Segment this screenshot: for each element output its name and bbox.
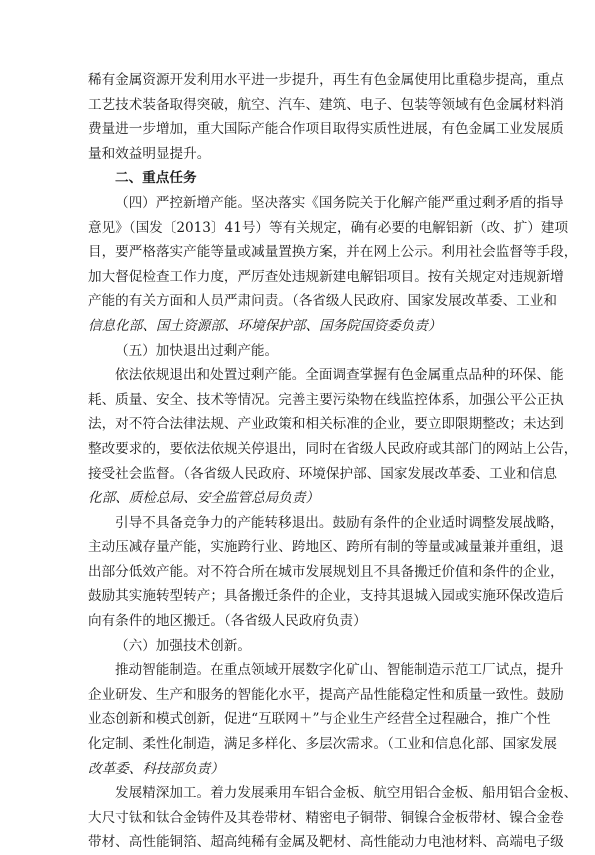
text-line: 费量进一步增加，重大国际产能合作项目取得实质性进展，有色金属工业发展质 — [88, 121, 564, 138]
text-line: 法，对不符合法律法规、产业政策和相关标准的企业，要立即限期整改；未达到 — [88, 416, 564, 433]
text-line: 意见》（国发〔2013〕41号）等有关规定，确有必要的电解铝新（改、扩）建项 — [88, 219, 569, 236]
text-line: 耗、质量、安全、技术等情况。完善主要污染物在线监控体系，加强公平公正执 — [88, 391, 564, 408]
text-line: 依法依规退出和处置过剩产能。全面调查掌握有色金属重点品种的环保、能 — [115, 367, 564, 384]
text-line: 目，要严格落实产能等量或减量置换方案，并在网上公示。利用社会监督等手段， — [88, 244, 578, 261]
text-line: （四）严控新增产能。坚决落实《国务院关于化解产能严重过剩矛盾的指导 — [115, 194, 564, 211]
text-line: 业态创新和模式创新，促进“互联网＋”与企业生产经营全过程融合，推广个性 — [88, 711, 551, 728]
text-line: 大尺寸钛和钛合金铸件及其卷带材、精密电子铜带、铜镍合金板带材、镍合金卷 — [88, 809, 564, 826]
text-line: 化部、质检总局、安全监管总局负责） — [88, 490, 320, 507]
text-line: 工艺技术装备取得突破，航空、汽车、建筑、电子、包装等领域有色金属材料消 — [88, 96, 564, 113]
text-line: （五）加快退出过剩产能。 — [115, 342, 279, 359]
text-line: 稀有金属资源开发利用水平进一步提升，再生有色金属使用比重稳步提高，重点 — [88, 72, 564, 88]
text-line: （六）加强技术创新。 — [115, 637, 251, 654]
text-line: 引导不具备竞争力的产能转移退出。鼓励有条件的企业适时调整发展战略， — [115, 514, 564, 531]
text-line: 推动智能制造。在重点领域开展数字化矿山、智能制造示范工厂试点，提升 — [115, 662, 564, 679]
text-line: 加大督促检查工作力度，严厉查处违规新建电解铝项目。按有关规定对违规新增 — [88, 268, 564, 285]
text-line: 发展精深加工。着力发展乘用车铝合金板、航空用铝合金板、船用铝合金板、 — [115, 785, 578, 802]
text-line: 带材、高性能铜箔、超高纯稀有金属及靶材、高性能动力电池材料、高端电子级 — [88, 834, 564, 851]
text-line: 二、重点任务 — [115, 170, 197, 187]
text-line: 产能的有关方面和人员严肃问责。（各省级人民政府、国家发展改革委、工业和 — [88, 293, 557, 310]
text-line: 整改要求的，要依法依规关停退出，同时在省级人民政府或其部门的网站上公告， — [88, 440, 578, 457]
text-line: 改革委、科技部负责） — [88, 760, 224, 777]
text-line: 信息化部、国土资源部、环境保护部、国务院国资委负责） — [88, 317, 442, 334]
text-line: 出部分低效产能。对不符合所在城市发展规划且不具备搬迁价值和条件的企业， — [88, 563, 564, 580]
text-line: 向有条件的地区搬迁。（各省级人民政府负责） — [88, 613, 367, 630]
text-line: 企业研发、生产和服务的智能化水平，提高产品性能稳定性和质量一致性。鼓励 — [88, 686, 564, 703]
text-line: 主动压减存量产能，实施跨行业、跨地区、跨所有制的等量或减量兼并重组，退 — [88, 539, 564, 556]
text-line: 接受社会监督。（各省级人民政府、环境保护部、国家发展改革委、工业和信息 — [88, 465, 557, 482]
text-line: 量和效益明显提升。 — [88, 145, 211, 162]
text-line: 化定制、柔性化制造，满足多样化、多层次需求。（工业和信息化部、国家发展 — [88, 736, 557, 753]
document-page — [88, 68, 578, 855]
text-line: 鼓励其实施转型转产；具备搬迁条件的企业，支持其退城入园或实施环保改造后 — [88, 588, 564, 605]
